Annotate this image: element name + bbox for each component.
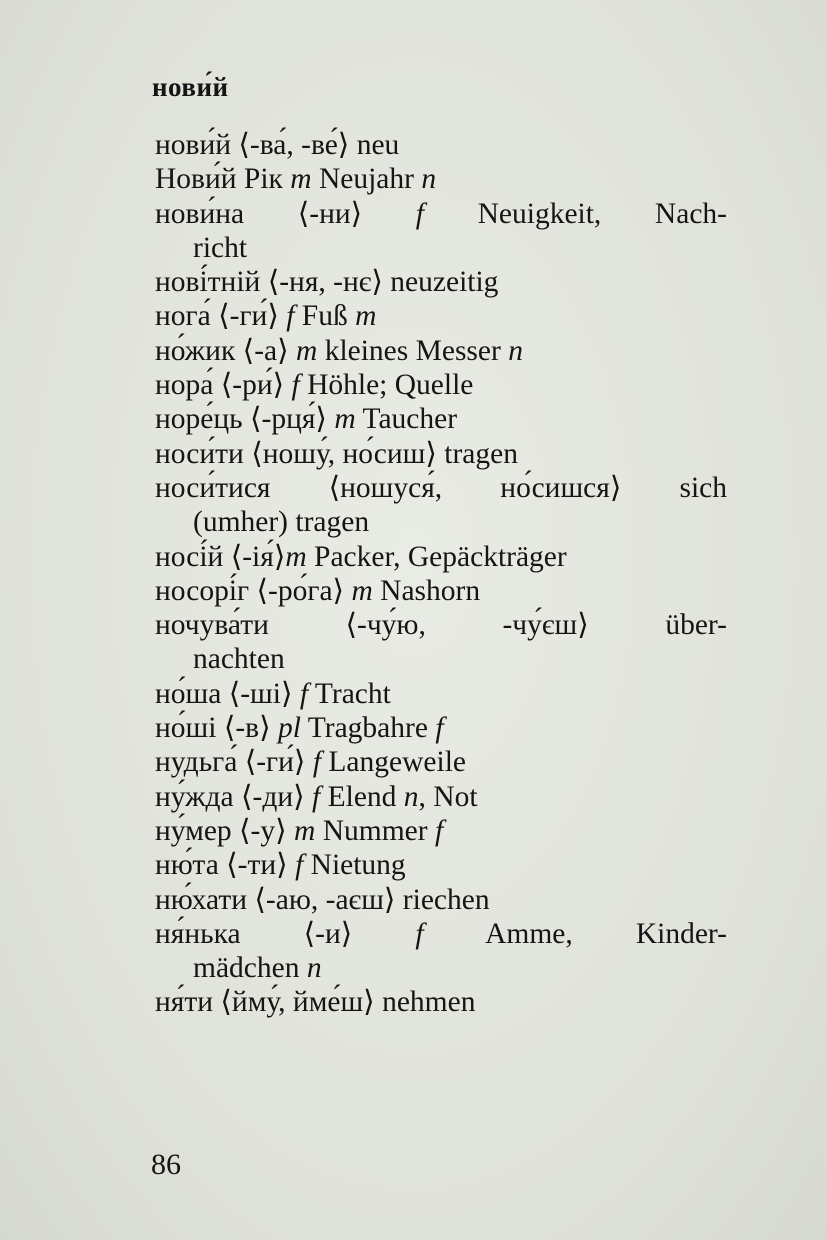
entry-text: но́ша ⟨-ші⟩ xyxy=(155,677,300,710)
dictionary-entry xyxy=(155,711,727,745)
entry-text: ню́хати ⟨-аю, -аєш⟩ riechen xyxy=(155,883,490,916)
entry-text: норе́ць ⟨-рця́⟩ xyxy=(155,403,335,436)
entry-text: но́жик ⟨-а⟩ xyxy=(155,334,296,367)
grammar-label: m xyxy=(290,163,312,196)
entry-text: ну́жда ⟨-ди⟩ xyxy=(155,780,313,813)
entry-line xyxy=(155,128,727,162)
entry-line xyxy=(155,540,727,574)
entry-text: нога́ ⟨-ги́⟩ xyxy=(155,300,287,333)
entry-text: нора́ ⟨-ри́⟩ xyxy=(155,369,292,402)
entry-text: ночува́ти ⟨-чу́ю, -чу́єш⟩ über- xyxy=(155,609,727,642)
dictionary-entry xyxy=(155,574,727,608)
grammar-label: f xyxy=(434,814,444,847)
entry-line xyxy=(155,402,727,436)
grammar-label: m xyxy=(334,403,356,436)
grammar-label: f xyxy=(312,780,321,813)
grammar-label: n xyxy=(508,334,523,367)
grammar-label: f xyxy=(415,197,424,230)
grammar-label: f xyxy=(435,712,444,745)
entry-text: Packer, Gepäckträger xyxy=(306,540,567,573)
entry-text: носи́ти ⟨ношу́, но́сиш⟩ tragen xyxy=(155,437,518,470)
dictionary-entry xyxy=(155,368,727,402)
entry-text: Nummer xyxy=(315,814,435,847)
grammar-label: f xyxy=(312,746,322,779)
entry-line xyxy=(155,368,727,402)
entry-text: носи́тися ⟨ношуся́, но́сишся⟩ sich xyxy=(155,471,727,504)
dictionary-entry xyxy=(155,745,727,779)
entry-list xyxy=(155,128,727,1020)
entry-continuation-line xyxy=(155,505,727,539)
grammar-label: f xyxy=(291,369,300,402)
running-head: нови́й xyxy=(152,72,229,102)
entry-line xyxy=(155,814,727,848)
grammar-label: pl xyxy=(277,712,301,745)
entry-line xyxy=(155,883,727,917)
entry-text: Höhle; Quelle xyxy=(299,369,474,402)
grammar-label: m xyxy=(294,814,316,847)
dictionary-entry xyxy=(155,985,727,1019)
entry-text: ня́ти ⟨йму́, йме́ш⟩ nehmen xyxy=(155,986,476,1019)
entry-text: нови́на ⟨-ни⟩ xyxy=(155,197,416,230)
dictionary-entry xyxy=(155,265,727,299)
entry-text: Nietung xyxy=(303,849,406,882)
dictionary-entry xyxy=(155,162,727,196)
entry-text: mädchen xyxy=(193,952,307,985)
dictionary-entry xyxy=(155,437,727,471)
grammar-label: m xyxy=(351,574,373,607)
entry-text: nachten xyxy=(193,643,285,676)
dictionary-entry xyxy=(155,917,727,986)
grammar-label: n xyxy=(421,163,437,196)
grammar-label: m xyxy=(355,300,377,333)
entry-text: , Not xyxy=(418,780,478,813)
dictionary-entry xyxy=(155,471,727,540)
entry-text: Neujahr xyxy=(311,163,422,196)
entry-text: kleines Messer xyxy=(317,334,509,367)
entry-text: нові́тній ⟨-ня, -нє⟩ neuzeitig xyxy=(155,266,499,299)
dictionary-entry xyxy=(155,883,727,917)
entry-line xyxy=(155,574,727,608)
entry-continuation-line xyxy=(155,642,727,676)
entry-text: ня́нька ⟨-и⟩ xyxy=(155,917,416,950)
entry-text: Amme, Kinder- xyxy=(423,917,727,950)
entry-line xyxy=(155,608,727,642)
entry-text: Taucher xyxy=(355,403,458,436)
entry-text: но́ші ⟨-в⟩ xyxy=(155,712,278,745)
dictionary-entry xyxy=(155,334,727,368)
dictionary-entry xyxy=(155,128,727,162)
dictionary-entry xyxy=(155,848,727,882)
entry-line xyxy=(155,677,727,711)
entry-line xyxy=(155,780,727,814)
dictionary-entry xyxy=(155,197,727,266)
entry-line xyxy=(155,299,727,333)
entry-text: Neuigkeit, Nach- xyxy=(423,197,727,230)
entry-line xyxy=(155,985,727,1019)
entry-line xyxy=(155,162,727,196)
entry-text: ню́та ⟨-ти⟩ xyxy=(155,849,296,882)
grammar-label: f xyxy=(295,849,304,882)
entry-line xyxy=(155,265,727,299)
entry-line xyxy=(155,437,727,471)
dictionary-entry xyxy=(155,402,727,436)
grammar-label: m xyxy=(285,540,307,573)
entry-line xyxy=(155,197,727,231)
entry-text: Tracht xyxy=(308,677,391,710)
entry-text: носорі́г ⟨-ро́га⟩ xyxy=(155,574,352,607)
entry-line xyxy=(155,848,727,882)
grammar-label: f xyxy=(299,677,309,710)
entry-line xyxy=(155,711,727,745)
dictionary-entry xyxy=(155,780,727,814)
entry-text: нови́й ⟨-ва́, -ве́⟩ neu xyxy=(155,129,400,161)
entry-line xyxy=(155,471,727,505)
entry-text: Langeweile xyxy=(321,746,466,779)
entry-text: richt xyxy=(193,231,248,264)
entry-text: Нови́й Рік xyxy=(155,163,291,196)
entry-text: носі́й ⟨-ія́⟩ xyxy=(155,540,286,573)
grammar-label: m xyxy=(296,334,318,367)
grammar-label: f xyxy=(286,300,295,333)
grammar-label: f xyxy=(415,917,424,950)
dictionary-entry xyxy=(155,299,727,333)
grammar-label: n xyxy=(306,952,322,985)
dictionary-entry xyxy=(155,540,727,574)
grammar-label: n xyxy=(403,780,419,813)
entry-line xyxy=(155,334,727,368)
entry-text: Tragbahre xyxy=(300,712,436,745)
entry-text: Elend xyxy=(320,780,404,813)
entry-text: Fuß xyxy=(294,300,356,333)
entry-line xyxy=(155,917,727,951)
entry-continuation-line xyxy=(155,231,727,265)
entry-text: нудьга́ ⟨-ги́⟩ xyxy=(155,746,313,779)
entry-continuation-line xyxy=(155,951,727,985)
page-number: 86 xyxy=(151,1148,181,1181)
dictionary-entry xyxy=(155,677,727,711)
entry-text: (umher) tragen xyxy=(193,506,370,539)
entry-text: ну́мер ⟨-у⟩ xyxy=(155,814,295,847)
dictionary-entry xyxy=(155,608,727,677)
entry-text: Nashorn xyxy=(372,574,481,607)
entry-line xyxy=(155,745,727,779)
dictionary-entry xyxy=(155,814,727,848)
